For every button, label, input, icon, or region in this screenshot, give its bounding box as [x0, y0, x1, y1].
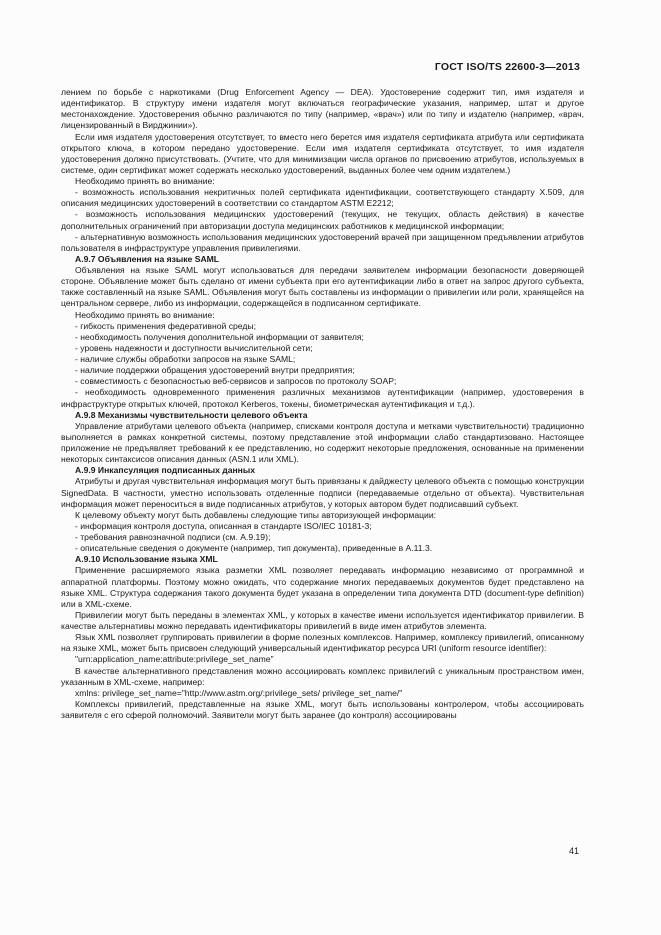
body-paragraph: Комплексы привилегий, представленные на языке XML, могут быть использованы контролером, чтобы ассоциировать заявителя с его сферой полномочий. Заявители могут быть заранее (до контроля) ассоциированы — [61, 698, 584, 720]
section-heading: А.9.8 Механизмы чувствительности целевого объекта — [75, 409, 308, 420]
body-paragraph: - описательные сведения о документе (например, тип документа), приведенные в А.11.3. — [75, 543, 433, 554]
body-paragraph: - требования равнозначной подписи (см. А.9.19); — [75, 532, 271, 542]
body-paragraph: - наличие поддержки обращения удостоверений внутри предприятия; — [75, 365, 355, 376]
body-paragraph: - возможность использования некритичных полей сертификата идентификации, соответствующего стандарту X.509, для описания медицинских удостоверений в соответствии со стандартом ASTM E2212; — [61, 187, 584, 209]
body-paragraph: - возможность использования медицинских удостоверений (текущих, не текущих, область действия) в качестве дополнительных ограничений при авторизации доступа медицинских работников к медицинской информации; — [61, 209, 584, 231]
body-paragraph: Привилегии могут быть переданы в элементах XML, у которых в качестве имени используется идентификатор привилегии. В качестве альтернативы можно передавать идентификаторы привилегий в виде имен атрибутов элемента. — [61, 609, 584, 631]
body-paragraph: - необходимость получения дополнительной информации от заявителя; — [75, 331, 364, 342]
body-paragraph: - информация контроля доступа, описанная в стандарте ISO/IEC 10181-3; — [75, 520, 372, 531]
body-paragraph: - совместимость с безопасностью веб-сервисов и запросов по протоколу SOAP; — [75, 376, 397, 387]
code-line: "urn:application_name:attribute:privilege_set_name" — [75, 654, 274, 665]
body-paragraph: Если имя издателя удостоверения отсутствует, то вместо него берется имя издателя сертификата атрибута или сертификата открытого ключа, в котором передано удостоверение. Если имя издателя сертификата отсутствует, то имя издателя удостоверения должно присутствовать. (Учтите, что для минимизации числа органов по присвоению атрибутов, используемых в системе, один сертификат может содержать несколько удостоверений, выданных более чем одним издателем.) — [61, 131, 584, 175]
body-paragraph: - альтернативную возможность использования медицинских удостоверений врачей при защищенном предъявлении атрибутов пользователя в инфраструктуре управления привилегиями. — [61, 231, 584, 253]
section-heading: А.9.7 Объявления на языке SAML — [75, 253, 220, 264]
section-heading: А.9.9 Инкапсуляция подписанных данных — [75, 465, 255, 476]
body-paragraph: - необходимость одновременного применения различных механизмов аутентификации (например, удостоверения в инфраструктуре открытых ключей, протокол Kerberos, токены, биометрическая аутентификация и т.д.). — [61, 387, 584, 409]
body-paragraph: Атрибуты и другая чувствительная информация могут быть привязаны к дайджесту целевого объекта с помощью конструкции SignedData. В частности, уместно использовать отделенные подписи (передаваемые отдельно от объекта). Чувствительная информация может переноситься в виде подписанных атрибутов, у которых автором будет подписавший субъект. — [61, 476, 584, 509]
code-line: xmlns: privilege_set_name="http://www.astm.org/:privilege_sets/ privilege_set_name/" — [75, 687, 403, 698]
body-paragraph: - наличие службы обработки запросов на языке SAML; — [75, 354, 296, 364]
body-paragraph: Необходимо принять во внимание: — [75, 176, 215, 186]
body-paragraph: - уровень надежности и доступности вычислительной сети; — [75, 342, 313, 353]
section-heading: А.9.10 Использование языка XML — [75, 554, 218, 565]
standard-header: ГОСТ ISO/TS 22600-3—2013 — [434, 61, 580, 73]
body-paragraph: Применение расширяемого языка разметки XML позволяет передавать информацию независимо от программной и аппаратной платформы. Поэтому можно ожидать, что содержание многих передаваемых документов будет представлено на языке XML. Структура содержания такого документа будет указана в определении типа документа DTD (document-type definition) или в XML-схеме. — [61, 565, 584, 609]
body-paragraph: К целевому объекту могут быть добавлены следующие типы авторизующей информации: — [75, 509, 437, 520]
body-paragraph: лением по борьбе с наркотиками (Drug Enforcement Agency — DEA). Удостоверение содержит тип, имя издателя и идентификатор. В структуру имени издателя могут включаться географические указания, например, штат и другое местонахождение. Удостоверения обычно различаются по типу (например, «врач») или по типу и издателю (например, «врач, лицензированный в Вирджинии»). — [61, 87, 584, 131]
body-paragraph: Язык XML позволяет группировать привилегии в форме полезных комплексов. Например, комплексу привилегий, описанному на языке XML, может быть присвоен следующий универсальный идентификатор ресурса URI (uniform resource identifier): — [61, 632, 584, 654]
body-paragraph: - гибкость применения федеративной среды; — [75, 320, 256, 331]
page-number: 41 — [568, 846, 579, 856]
body-paragraph: Объявления на языке SAML могут использоваться для передачи заявителем информации безопасности доверяющей стороне. Объявление может быть сделано от имени субъекта при его аутентификации либо в ответ на запрос другого субъекта, также составленный на языке SAML. Объявления могут быть составлены из информации о привилегии или роли, хранящейся на центральном сервере, либо из информации, содержащейся в подписанном сертификате. — [61, 265, 584, 309]
body-paragraph: Необходимо принять во внимание: — [75, 309, 215, 320]
body-paragraph: В качестве альтернативного представления можно ассоциировать комплекс привилегий с уникальным пространством имен, указанным в XML-схеме, например: — [61, 665, 584, 687]
page-body — [61, 87, 584, 721]
body-paragraph: Управление атрибутами целевого объекта (например, списками контроля доступа и метками чувствительности) традиционно выполняется в рамках конкретной системы, поэтому представление этой информации слабо стандартизовано. Настоящее приложение не предъявляет требований к ее представлению, но содержит некоторые предложения, основанные на применении некоторых синтаксисов описания данных (ASN.1 или XML). — [61, 420, 584, 465]
